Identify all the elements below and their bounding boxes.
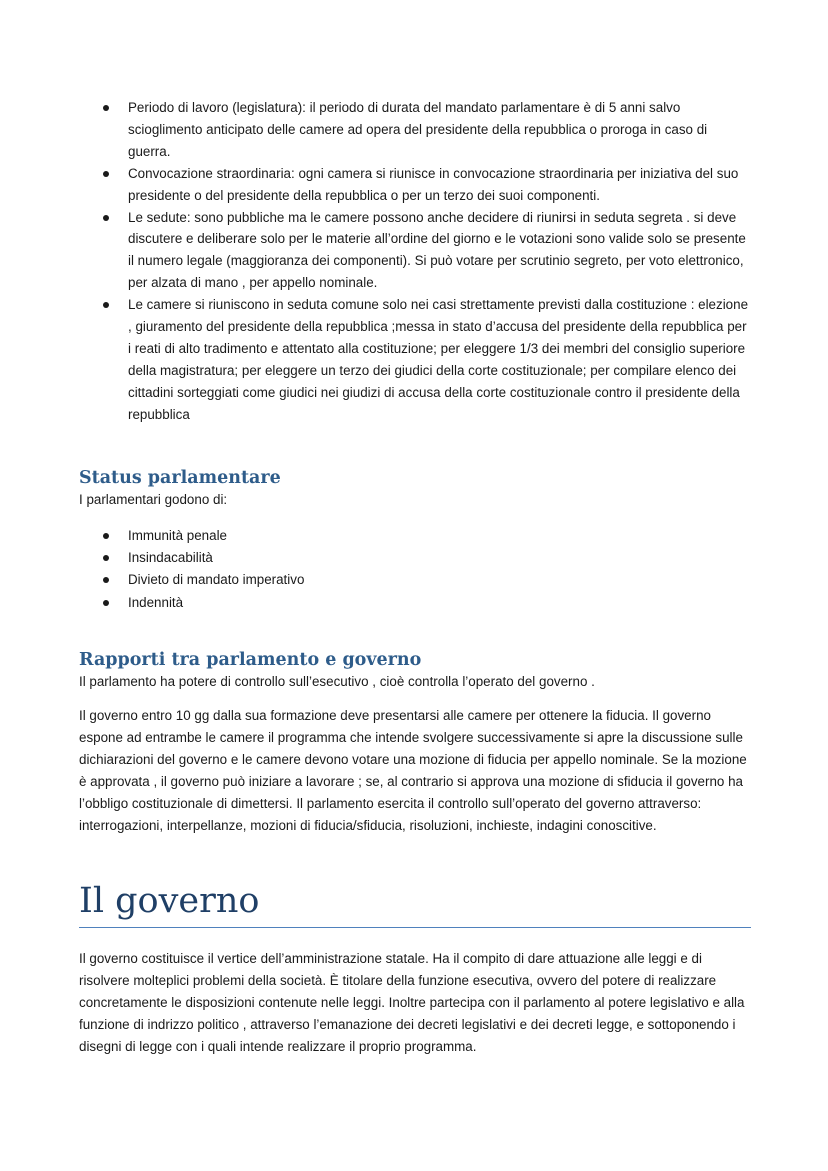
status-intro: I parlamentari godono di:: [79, 491, 228, 507]
list-item-text: Divieto di mandato imperativo: [128, 572, 305, 588]
status-heading: Status parlamentare: [79, 467, 281, 488]
list-item: [79, 547, 751, 569]
page-content: [79, 97, 751, 1058]
bullet-icon: [103, 215, 109, 221]
status-list: [79, 525, 751, 615]
list-item: [79, 525, 751, 547]
list-item: [79, 97, 751, 163]
list-item-text: Periodo di lavoro (legislatura): il periodo di durata del mandato parlamentare è di 5 anni salvo scioglimento anticipato delle camere ad opera del presidente della repubblica o proroga in caso di guerra.: [128, 100, 708, 159]
bullet-icon: [103, 600, 109, 606]
rapporti-paragraph-2: Il governo entro 10 gg dalla sua formazione deve presentarsi alle camere per ottenere la fiducia. Il governo espone ad entrambe le camere il programma che intende svolgere successivamente si apre la discussione sulle dichiarazioni del governo e le camere devono votare una mozione di fiducia per appello nominale. Se la mozione è approvata , il governo può iniziare a lavorare ; se, al contrario si approva una mozione di sfiducia il governo ha l’obbligo costituzionale di dimettersi. Il parlamento esercita il controllo sull’operato del governo attraverso: interrogazioni, interpellanze, mozioni di fiducia/sfiducia, risoluzioni, inchieste, indagini conoscitive.: [79, 708, 747, 833]
bullet-icon: [103, 555, 109, 561]
list-item-text: Le camere si riuniscono in seduta comune solo nei casi strettamente previsti dalla costituzione : elezione , giuramento del presidente della repubblica ;messa in stato d’accusa del presidente della repubblica per i reati di alto tradimento e attentato alla costituzione; per eleggere 1/3 dei membri del consiglio superiore della magistratura; per eleggere un terzo dei giudici della corte costituzionale; per compilare elenco dei cittadini sorteggiati come giudici nei giudizi di accusa della corte costituzionale contro il presidente della repubblica: [128, 297, 749, 422]
bullet-icon: [103, 171, 109, 177]
chapter-title: Il governo: [79, 879, 751, 928]
list-item-text: Insindacabilità: [128, 549, 213, 565]
list-item-text: Immunità penale: [128, 527, 227, 543]
rapporti-heading: Rapporti tra parlamento e governo: [79, 650, 422, 671]
governo-paragraph: Il governo costituisce il vertice dell’amministrazione statale. Ha il compito di dare attuazione alle leggi e di risolvere molteplici problemi della società. È titolare della funzione esecutiva, ovvero del potere di realizzare concretamente le disposizioni contenute nelle leggi. Inoltre partecipa con il parlamento al potere legislativo e alla funzione di indrizzo politico , attraverso l’emanazione dei decreti legislativi e dei decreti legge, e sottoponendo i disegni di legge con i quali intende realizzare il proprio programma.: [79, 951, 745, 1055]
bullet-icon: [103, 302, 109, 308]
bullet-icon: [103, 533, 109, 539]
parliament-rules-list: [79, 97, 751, 426]
list-item: [79, 592, 751, 614]
list-item-text: Convocazione straordinaria: ogni camera si riunisce in convocazione straordinaria per iniziativa del suo presidente o del presidente della repubblica o per un terzo dei suoi componenti.: [128, 165, 739, 203]
bullet-icon: [103, 577, 109, 583]
rapporti-paragraph-1: Il parlamento ha potere di controllo sull’esecutivo , cioè controlla l’operato del governo .: [79, 674, 595, 690]
list-item: [79, 163, 751, 207]
bullet-icon: [103, 105, 109, 111]
list-item: [79, 294, 751, 425]
list-item: [79, 207, 751, 295]
list-item: [79, 569, 751, 591]
list-item-text: Le sedute: sono pubbliche ma le camere possono anche decidere di riunirsi in seduta segreta . si deve discutere e deliberare solo per le materie all’ordine del giorno e le votazioni sono valide solo se presente il numero legale (maggioranza dei componenti). Si può votare per scrutinio segreto, per voto elettronico, per alzata di mano , per appello nominale.: [128, 209, 746, 291]
list-item-text: Indennità: [128, 594, 184, 610]
